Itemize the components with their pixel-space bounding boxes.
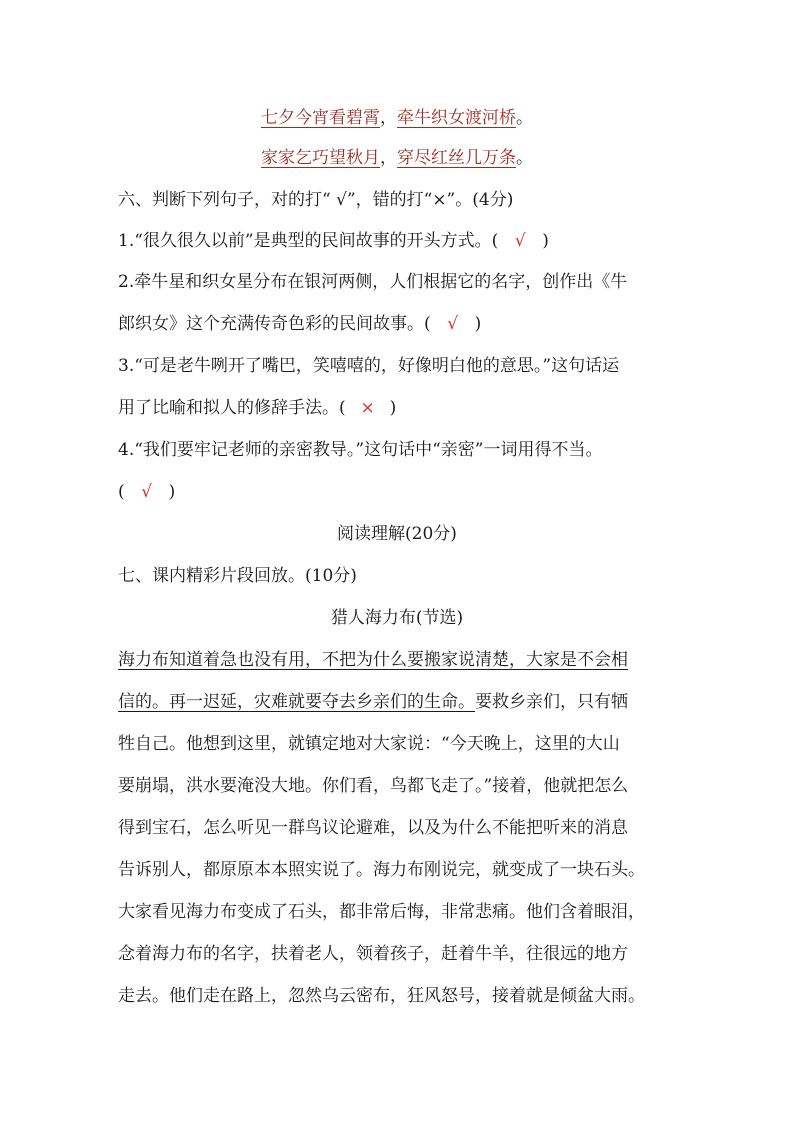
question-2-close: ): [474, 314, 482, 334]
poem-line-1-part-b: 牵牛织女渡河桥: [397, 108, 516, 128]
question-3-close: ): [389, 398, 397, 418]
passage-line-7: 大家看见海力布变成了石头，都非常后悔，非常悲痛。他们含着眼泪，: [118, 902, 645, 922]
poem-line-2: [0, 147, 794, 169]
poem-line-1-part-a: 七夕今宵看碧霄: [261, 108, 380, 128]
question-3-line-1: 3.“可是老牛咧开了嘴巴，笑嘻嘻的，好像明白他的意思。”这句话运: [118, 356, 620, 376]
question-2-line-1: 2.牵牛星和织女星分布在银河两侧，人们根据它的名字，创作出《牛: [118, 272, 628, 292]
question-1-answer: √: [514, 231, 526, 251]
question-4-line-1: 4.“我们要牢记老师的亲密教导。”这句话中“亲密”一词用得不当。: [118, 440, 603, 460]
poem-line-2-part-a: 家家乞巧望秋月: [261, 148, 380, 168]
poem-line-2-part-b: 穿尽红丝几万条: [397, 148, 516, 168]
reading-heading: 阅读理解(20分): [337, 524, 457, 544]
passage-line-2: [118, 691, 688, 713]
question-2-text: 郎织女》这个充满传奇色彩的民间故事。(: [118, 314, 431, 334]
passage-line-5: 得到宝石，怎么听见一群鸟议论避难，以及为什么不能把听来的消息: [118, 818, 628, 838]
question-4-answer: √: [141, 482, 153, 502]
question-4-line-2: [118, 481, 688, 503]
passage-line-4: 要崩塌，洪水要淹没大地。你们看，鸟都飞走了。”接着，他就把怎么: [118, 776, 629, 796]
question-2-line-2: [118, 313, 688, 335]
question-2-answer: √: [447, 314, 459, 334]
question-3-text: 用了比喻和拟人的修辞手法。(: [118, 398, 346, 418]
passage-line-6: 告诉别人，都原原本本照实说了。海力布刚说完，就变成了一块石头。: [118, 860, 645, 880]
question-1-close: ): [542, 231, 549, 251]
question-3-answer: ×: [360, 398, 375, 418]
question-4-open: (: [118, 482, 125, 502]
passage-title: 猎人海力布(节选): [330, 608, 464, 628]
passage-line-2-rest: 要救乡亲们，只有牺: [475, 692, 628, 712]
poem-line-1-separator: ，: [380, 108, 397, 128]
poem-line-1-end: 。: [516, 108, 533, 128]
question-3-line-2: [118, 397, 688, 419]
question-1: [118, 230, 688, 252]
passage-line-8: 念着海力布的名字，扶着老人，领着孩子，赶着牛羊，往很远的地方: [118, 944, 628, 964]
poem-line-2-end: 。: [516, 148, 533, 168]
passage-line-2-underlined: 信的。再一迟延，灾难就要夺去乡亲们的生命。: [118, 692, 475, 712]
poem-line-2-separator: ，: [380, 148, 397, 168]
passage-line-3: 牲自己。他想到这里，就镇定地对大家说：“今天晚上，这里的大山: [118, 734, 620, 754]
question-1-text: 1.“很久很久以前”是典型的民间故事的开头方式。(: [118, 231, 499, 251]
section-6-heading: 六、判断下列句子，对的打“ √”，错的打“×”。(4分): [118, 190, 514, 210]
passage-line-9: 走去。他们走在路上，忽然乌云密布，狂风怒号，接着就是倾盆大雨。: [118, 986, 645, 1006]
question-4-close: ): [168, 482, 176, 502]
section-7-heading: 七、课内精彩片段回放。(10分): [118, 566, 357, 586]
poem-line-1: [0, 107, 794, 129]
passage-line-1: 海力布知道着急也没有用，不把为什么要搬家说清楚，大家是不会相: [118, 650, 628, 670]
